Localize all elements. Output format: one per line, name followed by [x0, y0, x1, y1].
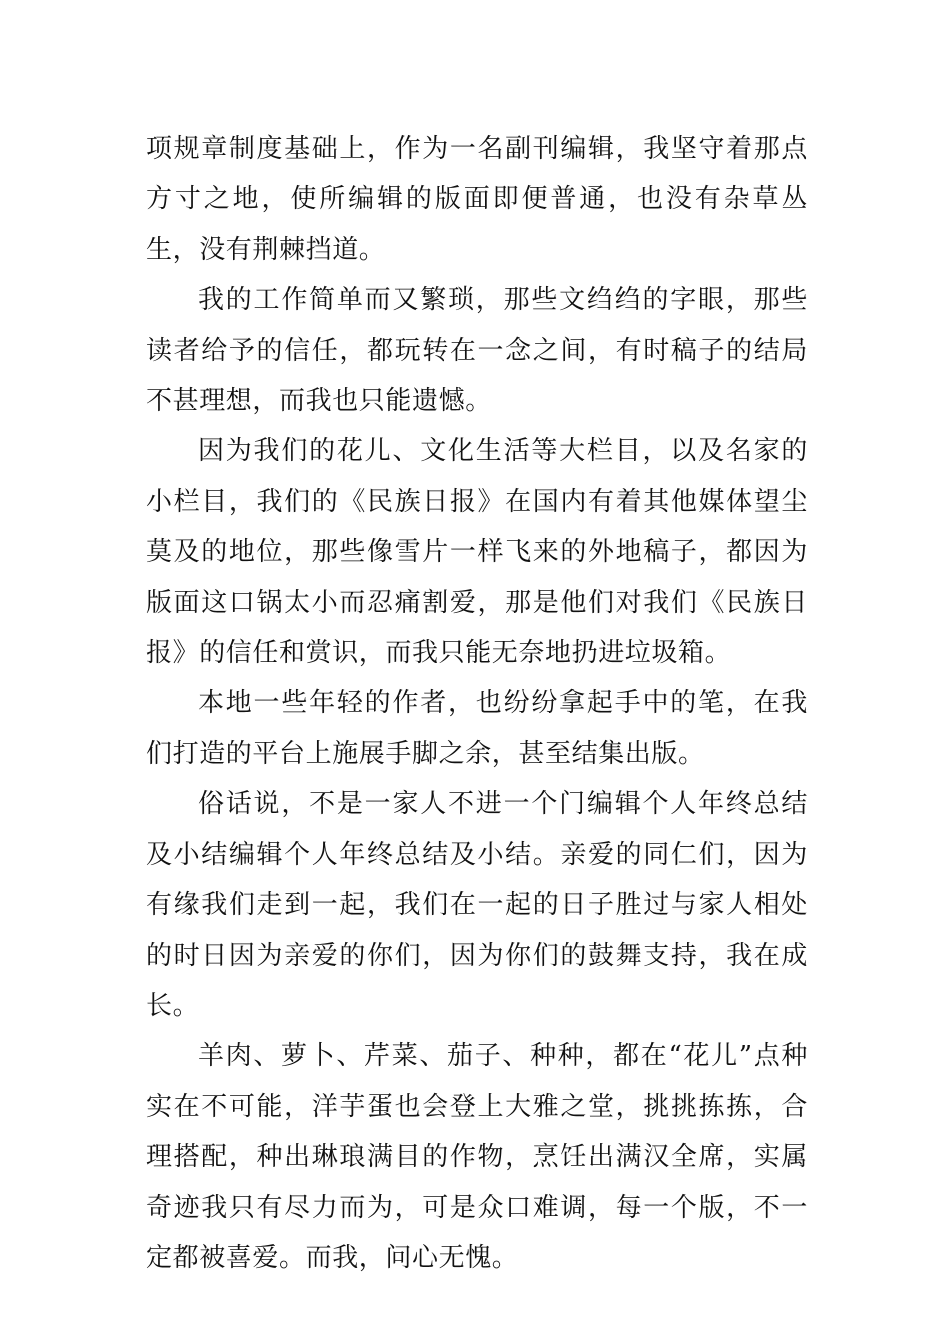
paragraph-2: 我的工作简单而又繁琐，那些文绉绉的字眼，那些读者给予的信任，都玩转在一念之间，有时稿子的结局不甚理想，而我也只能遗憾。 [146, 285, 808, 417]
paragraph-3: 因为我们的花儿、文化生活等大栏目，以及名家的小栏目，我们的《民族日报》在国内有着其他媒体望尘莫及的地位，那些像雪片一样飞来的外地稿子，都因为版面这口锅太小而忍痛割爱，那是他们对我们《民族日报》的信任和赏识，而我只能无奈地扔进垃圾箱。 [146, 436, 808, 669]
paragraph-4: 本地一些年轻的作者，也纷纷拿起手中的笔，在我们打造的平台上施展手脚之余，甚至结集出版。 [146, 688, 808, 769]
paragraph-1: 项规章制度基础上，作为一名副刊编辑，我坚守着那点方寸之地，使所编辑的版面即便普通，也没有杂草丛生，没有荆棘挡道。 [146, 134, 808, 265]
document-body [146, 124, 808, 1283]
paragraph-5: 俗话说，不是一家人不进一个门编辑个人年终总结及小结编辑个人年终总结及小结。亲爱的同仁们，因为有缘我们走到一起，我们在一起的日子胜过与家人相处的时日因为亲爱的你们，因为你们的鼓舞支持，我在成长。 [146, 789, 808, 1021]
paragraph-6: 羊肉、萝卜、芹菜、茄子、种种，都在“花儿”点种实在不可能，洋芋蛋也会登上大雅之堂，挑挑拣拣，合理搭配，种出琳琅满目的作物，烹饪出满汉全席，实属奇迹我只有尽力而为，可是众口难调，每一个版，不一定都被喜爱。而我，问心无愧。 [146, 1041, 808, 1273]
